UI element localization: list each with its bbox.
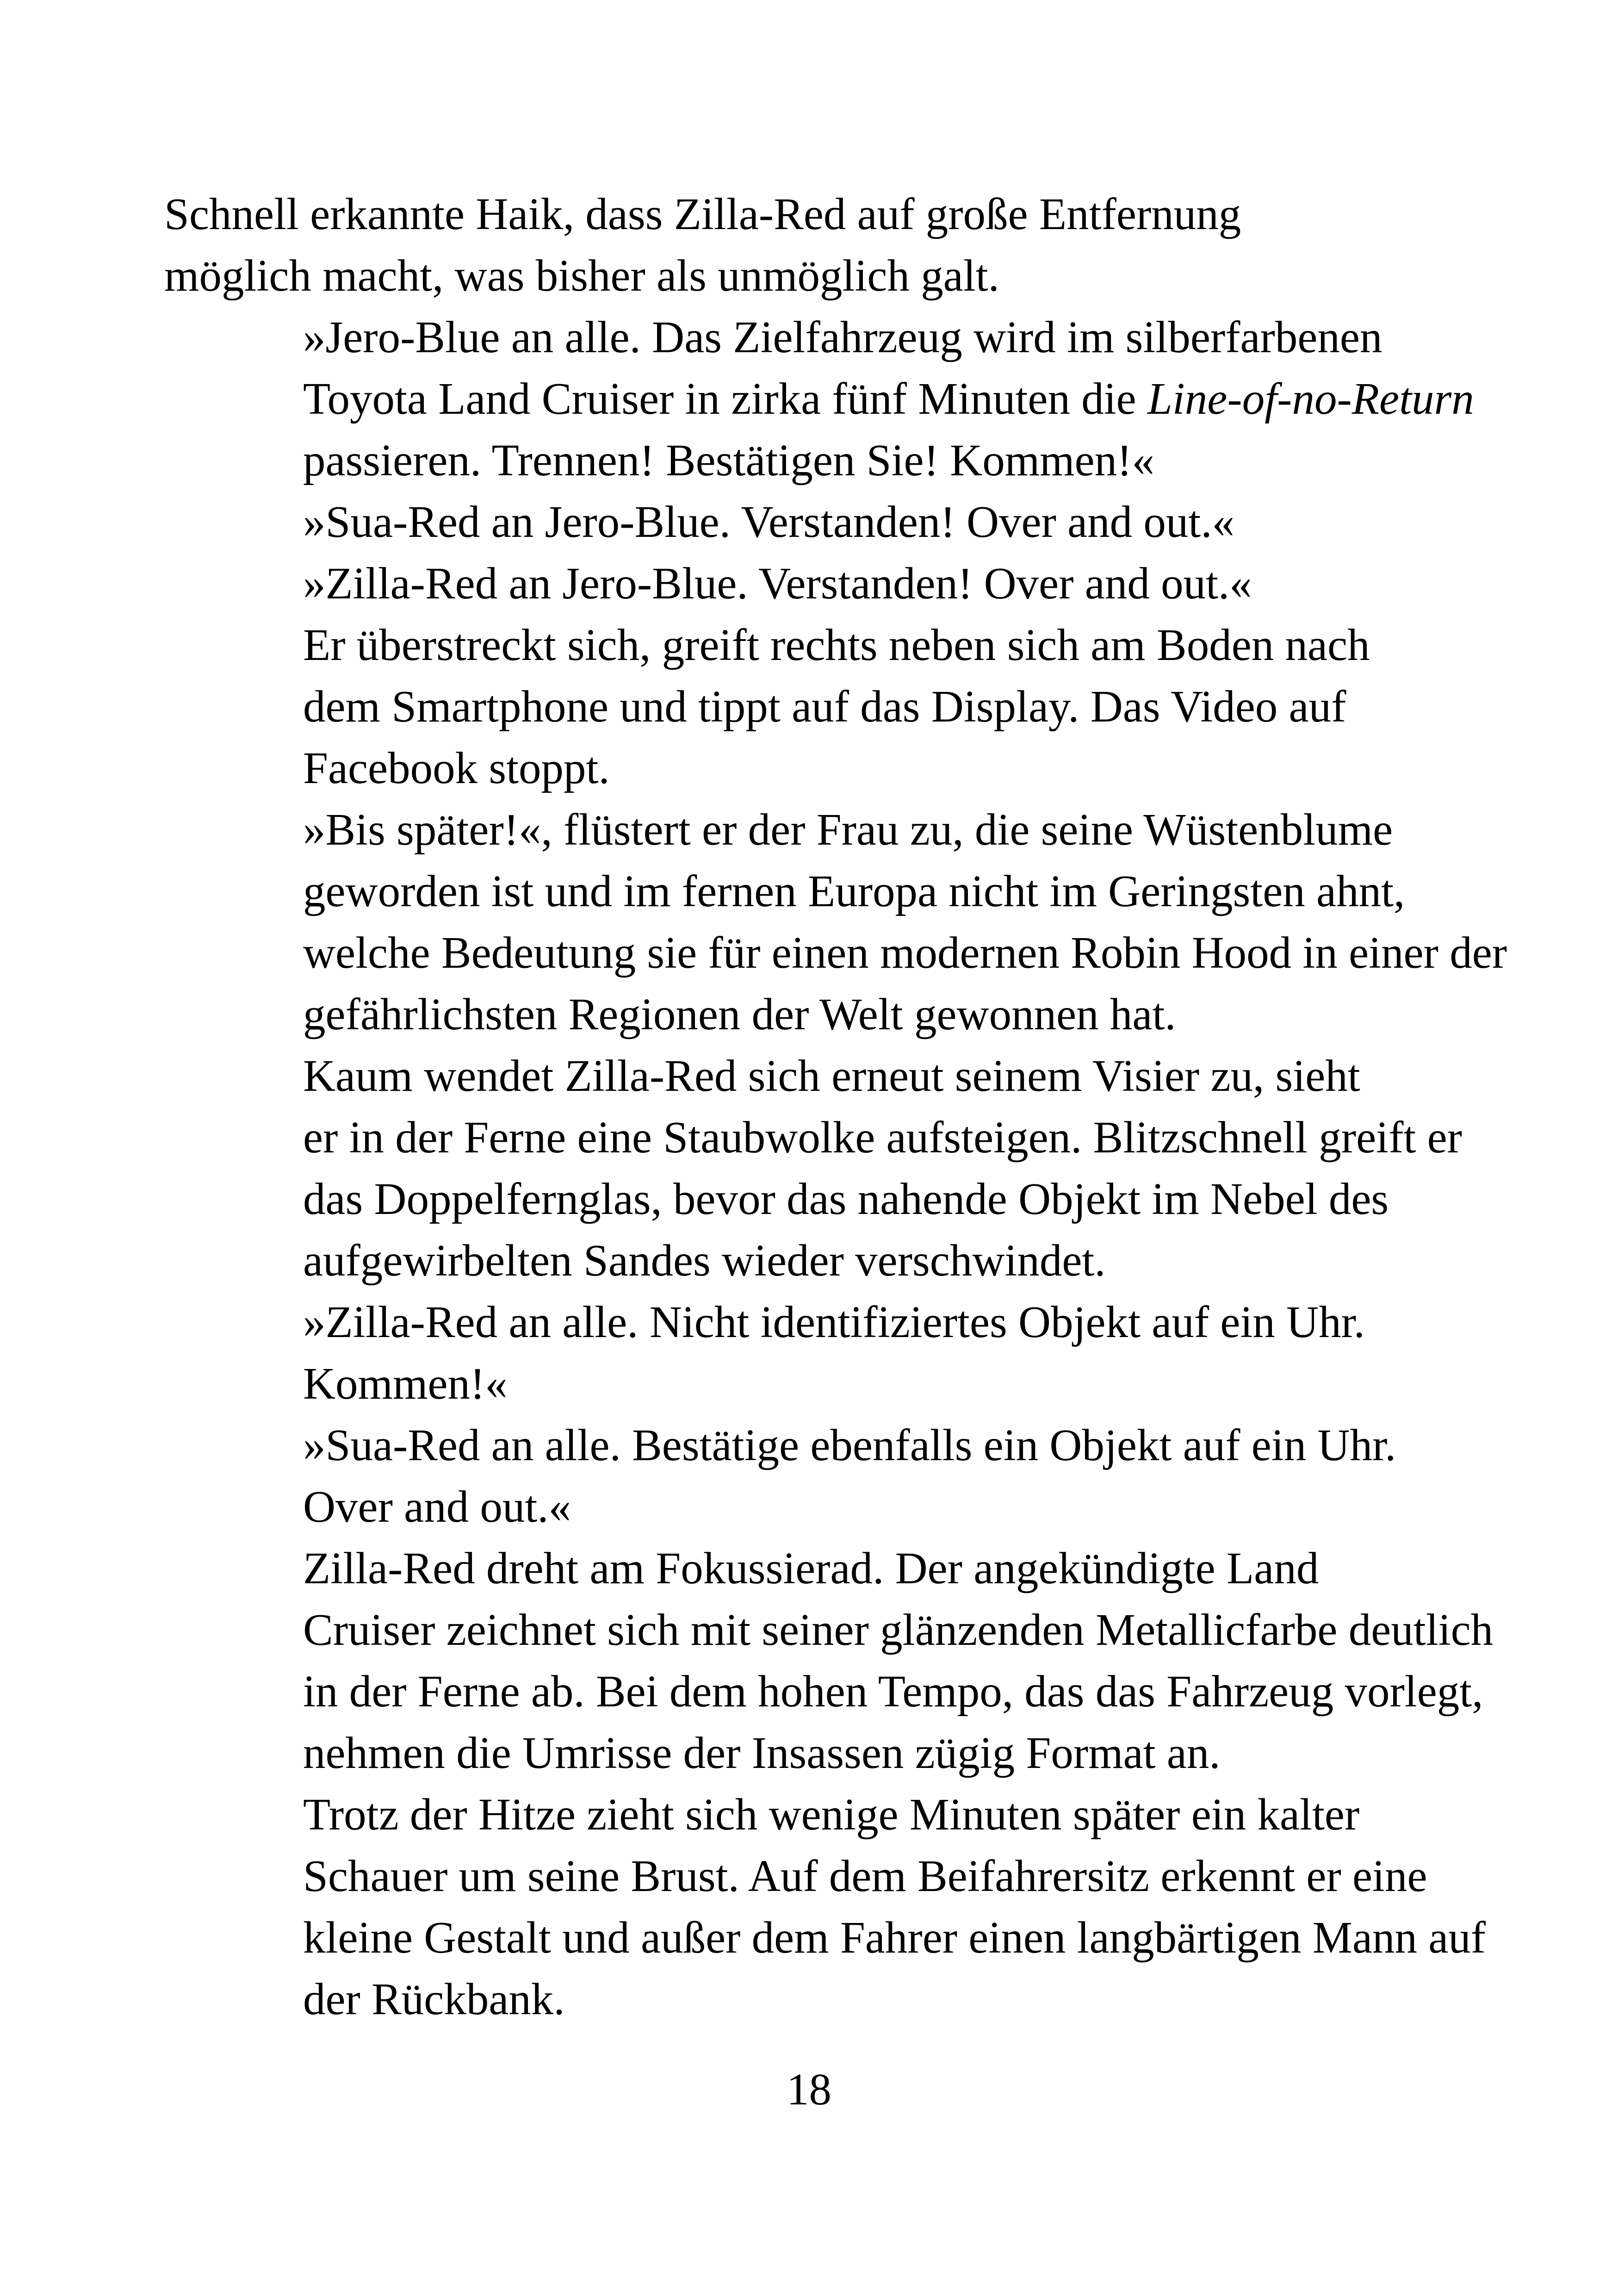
text-line [164, 1968, 1460, 2030]
paragraph [164, 1784, 1486, 2030]
paragraph [164, 1291, 1460, 1414]
text-run: gefährlichsten Regionen der Welt gewonnen hat. [303, 989, 1176, 1039]
text-run: »Bis später!«, flüstert er der Frau zu, die seine Wüstenblume [303, 805, 1393, 854]
text-line [164, 737, 1460, 799]
text-line [164, 553, 1460, 614]
text-line [164, 1168, 1460, 1230]
text-line [164, 306, 1460, 368]
paragraph [164, 1045, 1460, 1291]
text-line [164, 983, 1460, 1045]
text-run: Over and out.« [303, 1482, 571, 1531]
text-run: Schnell erkannte Haik, dass Zilla-Red auf große Entfernung [164, 189, 1241, 239]
paragraph [164, 614, 1460, 799]
text-run: »Jero-Blue an alle. Das Zielfahrzeug wird im silberfarbenen [303, 312, 1382, 362]
text-line [164, 1722, 1460, 1784]
text-run: Trotz der Hitze zieht sich wenige Minuten später ein kalter [303, 1790, 1360, 1839]
text-run: das Doppelfernglas, bevor das nahende Objekt im Nebel des [303, 1174, 1389, 1224]
text-line [164, 1291, 1460, 1353]
text-line [164, 614, 1460, 676]
text-run: »Sua-Red an Jero-Blue. Verstanden! Over and out.« [303, 497, 1235, 547]
text-run: »Sua-Red an alle. Bestätige ebenfalls ein Objekt auf ein Uhr. [303, 1420, 1396, 1470]
text-run: der Rückbank. [303, 1974, 565, 2024]
text-line [164, 1353, 1460, 1414]
text-line [164, 429, 1460, 491]
paragraph [164, 491, 1460, 553]
text-run: Er überstreckt sich, greift rechts neben sich am Boden nach [303, 620, 1370, 670]
text-line [164, 1537, 1460, 1599]
text-run: welche Bedeutung sie für einen modernen Robin Hood in einer der [303, 928, 1507, 977]
text-run: nehmen die Umrisse der Insassen zügig Format an. [303, 1728, 1221, 1778]
text-line [164, 676, 1460, 737]
italic-text-run: Line-of-no-Return [1147, 374, 1474, 423]
text-run: dem Smartphone und tippt auf das Display. Das Video auf [303, 682, 1346, 731]
paragraph [164, 306, 1474, 491]
page-number: 18 [787, 2065, 831, 2114]
text-run: Schauer um seine Brust. Auf dem Beifahrersitz erkennt er eine [303, 1851, 1427, 1901]
text-run: kleine Gestalt und außer dem Fahrer einen langbärtigen Mann auf [303, 1913, 1486, 1962]
paragraph [164, 799, 1507, 1045]
text-run: Zilla-Red dreht am Fokussierad. Der angekündigte Land [303, 1543, 1319, 1593]
text-run: aufgewirbelten Sandes wieder verschwindet. [303, 1236, 1106, 1285]
text-run: Facebook stoppt. [303, 743, 610, 793]
text-line [164, 1661, 1483, 1722]
paragraph [164, 553, 1460, 614]
text-line [164, 1045, 1460, 1107]
text-line [164, 1107, 1460, 1168]
text-line [164, 1230, 1460, 1291]
text-line [164, 491, 1460, 553]
text-run: Kommen!« [303, 1359, 508, 1408]
text-run: er in der Ferne eine Staubwolke aufsteigen. Blitzschnell greift er [303, 1113, 1462, 1162]
text-line [164, 368, 1474, 429]
text-line [164, 1599, 1494, 1661]
text-run: passieren. Trennen! Bestätigen Sie! Kommen!« [303, 436, 1154, 485]
text-run: geworden ist und im fernen Europa nicht im Geringsten ahnt, [303, 866, 1405, 916]
text-line [164, 245, 1460, 306]
text-line [164, 1414, 1460, 1476]
text-line [164, 1845, 1460, 1907]
text-line [164, 1907, 1486, 1968]
text-run: möglich macht, was bisher als unmöglich galt. [164, 251, 999, 300]
paragraph [164, 1414, 1460, 1537]
body-text [164, 183, 1507, 2030]
text-line [164, 183, 1460, 245]
text-line [164, 860, 1460, 922]
text-run: »Zilla-Red an alle. Nicht identifiziertes Objekt auf ein Uhr. [303, 1297, 1365, 1347]
text-line [164, 1476, 1460, 1537]
text-line [164, 922, 1507, 983]
text-line [164, 799, 1460, 860]
text-run: »Zilla-Red an Jero-Blue. Verstanden! Over and out.« [303, 559, 1252, 608]
text-run: Kaum wendet Zilla-Red sich erneut seinem Visier zu, sieht [303, 1051, 1360, 1101]
paragraph [164, 1537, 1494, 1784]
paragraph [164, 183, 1460, 306]
text-run: Toyota Land Cruiser in zirka fünf Minuten die [303, 374, 1147, 423]
text-line [164, 1784, 1460, 1845]
text-run: in der Ferne ab. Bei dem hohen Tempo, das das Fahrzeug vorlegt, [303, 1667, 1483, 1716]
text-run: Cruiser zeichnet sich mit seiner glänzenden Metallicfarbe deutlich [303, 1605, 1494, 1655]
